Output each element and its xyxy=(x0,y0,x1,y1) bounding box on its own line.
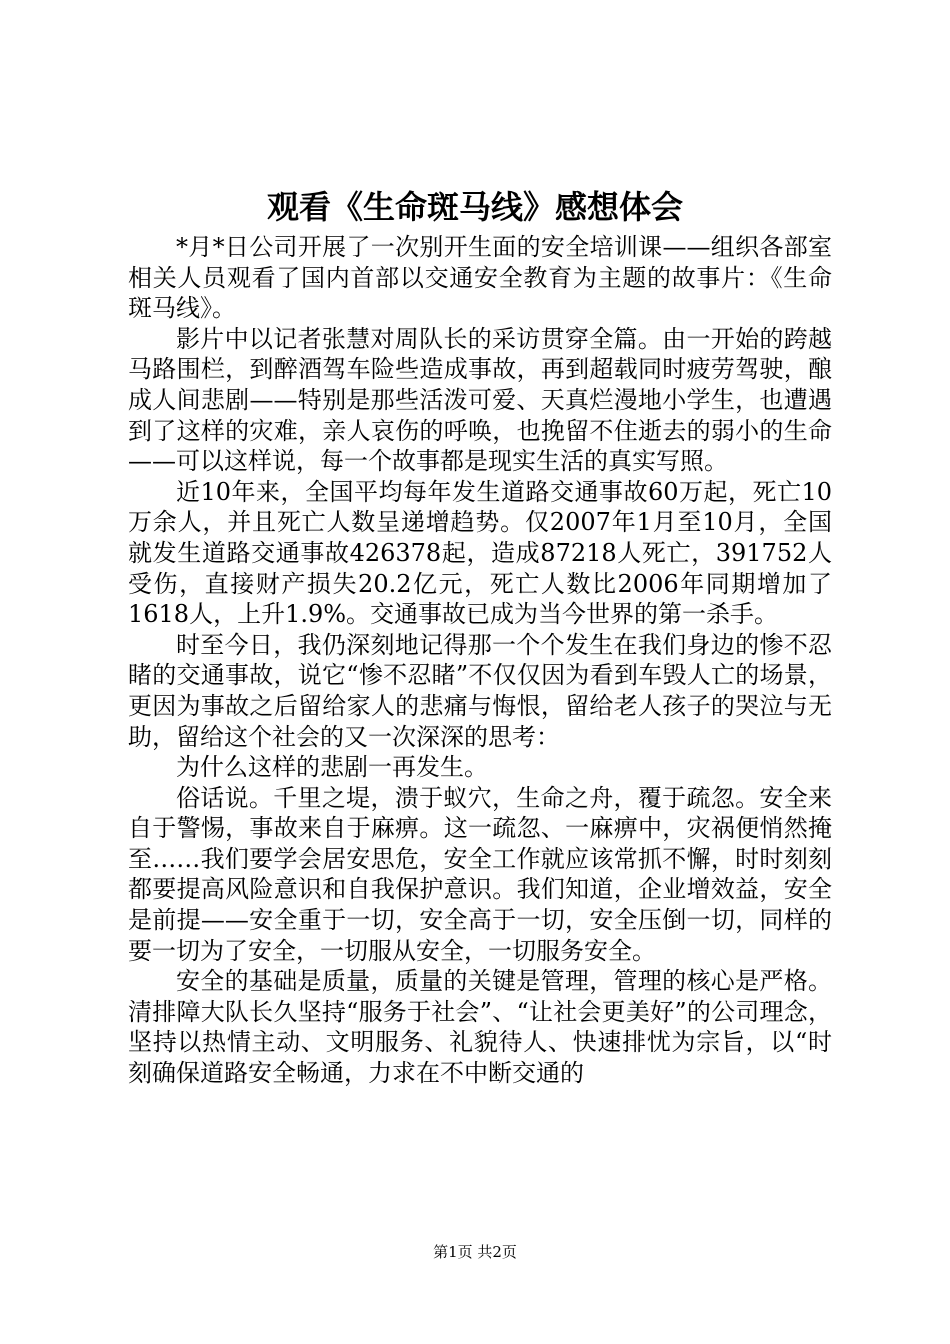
paragraph-1: *月*日公司开展了一次别开生面的安全培训课——组织各部室相关人员观看了国内首部以交通安全教育为主题的故事片：《生命斑马线》。 xyxy=(128,233,832,323)
paragraph-6: 俗话说。千里之堤，溃于蚁穴，生命之舟，覆于疏忽。安全来自于警惕，事故来自于麻痹。这一疏忽、一麻痹中，灾祸便悄然掩至……我们要学会居安思危，安全工作就应该常抓不懈，时时刻刻都要提高风险意识和自我保护意识。我们知道，企业增效益，安全是前提——安全重于一切，安全高于一切，安全压倒一切，同样的要一切为了安全，一切服从安全，一切服务安全。 xyxy=(128,783,832,965)
paragraph-5: 为什么这样的悲剧一再发生。 xyxy=(176,753,488,782)
paragraph-4: 时至今日，我仍深刻地记得那一个个发生在我们身边的惨不忍睹的交通事故，说它“惨不忍睹”不仅仅因为看到车毁人亡的场景，更因为事故之后留给家人的悲痛与悔恨，留给老人孩子的哭泣与无助，留给这个社会的又一次深深的思考： xyxy=(128,630,832,751)
paragraph-7: 安全的基础是质量，质量的关键是管理，管理的核心是严格。清排障大队长久坚持“服务于社会”、“让社会更美好”的公司理念，坚持以热情主动、文明服务、礼貌待人、快速排忧为宗旨，以“时刻确保道路安全畅通，力求在不中断交通的 xyxy=(128,967,832,1088)
paragraph-3: 近10年来，全国平均每年发生道路交通事故60万起，死亡10万余人，并且死亡人数呈递增趋势。仅2007年1月至10月，全国就发生道路交通事故426378起，造成87218人死亡，391752人受伤，直接财产损失20.2亿元，死亡人数比2006年同期增加了1618人，上升1.9%。交通事故已成为当今世界的第一杀手。 xyxy=(128,477,832,629)
paragraph-2: 影片中以记者张慧对周队长的采访贯穿全篇。由一开始的跨越马路围栏，到醉酒驾车险些造成事故，再到超载同时疲劳驾驶，酿成人间悲剧——特别是那些活泼可爱、天真烂漫地小学生，也遭遇到了这样的灾难，亲人哀伤的呼唤，也挽留不住逝去的弱小的生命——可以这样说，每一个故事都是现实生活的真实写照。 xyxy=(128,324,832,476)
document-title: 观看《生命斑马线》感想体会 xyxy=(266,188,683,226)
document-body xyxy=(128,232,832,1089)
page-footer: 第1页 共2页 xyxy=(433,1243,517,1261)
